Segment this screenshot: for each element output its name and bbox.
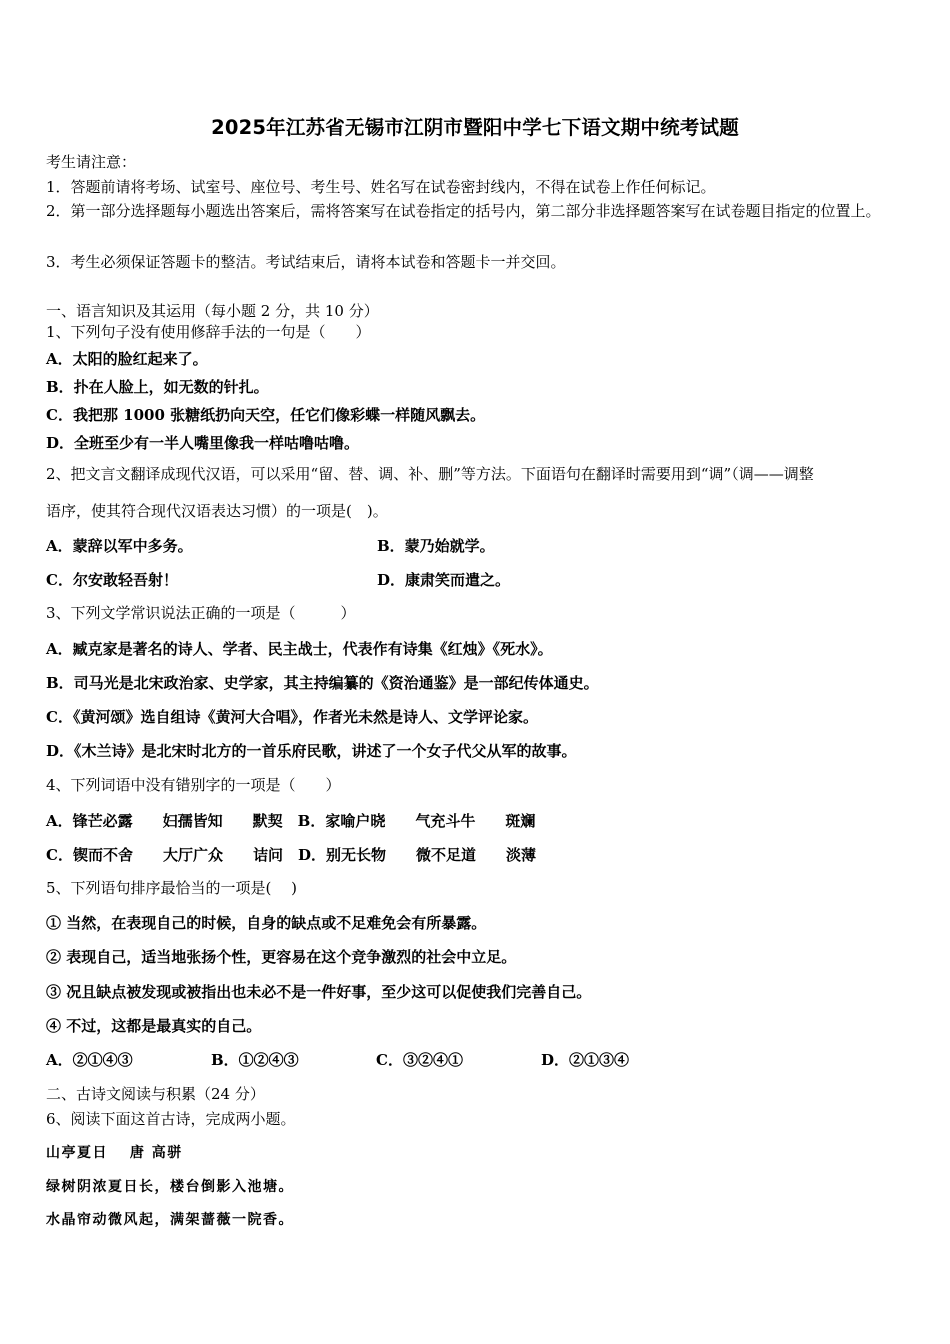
q2-option-b: B．蒙乃始就学。 — [377, 537, 495, 555]
q5-option-c: C．③②④① — [376, 1051, 463, 1069]
section2-heading: 二、古诗文阅读与积累（24 分） — [46, 1085, 265, 1103]
q4-options-row2: C．锲而不舍 大厅广众 诘问 D．别无长物 微不足道 淡薄 — [46, 846, 536, 864]
notice-heading: 考生请注意： — [46, 153, 137, 171]
q5-sentence-4: ④ 不过，这都是最真实的自己。 — [46, 1017, 262, 1035]
q1-stem: 1、下列句子没有使用修辞手法的一句是（ ） — [46, 323, 371, 341]
q3-option-a: A．臧克家是著名的诗人、学者、民主战士，代表作有诗集《红烛》《死水》。 — [46, 640, 553, 658]
notice-item-3: 3．考生必须保证答题卡的整洁。考试结束后，请将本试卷和答题卡一并交回。 — [46, 253, 566, 271]
q1-option-d: D．全班至少有一半人嘴里像我一样咕噜咕噜。 — [46, 434, 360, 452]
q1-option-c: C．我把那 1000 张糖纸扔向天空，任它们像彩蝶一样随风飘去。 — [46, 406, 486, 424]
poem-line-1: 绿树阴浓夏日长，楼台倒影入池塘。 — [46, 1179, 294, 1195]
q2-option-c: C．尔安敢轻吾射！ — [46, 571, 178, 589]
q2-option-a: A．蒙辞以军中多务。 — [46, 537, 193, 555]
q4-options-row1: A．锋芒必露 妇孺皆知 默契 B．家喻户晓 气充斗牛 斑斓 — [46, 812, 536, 830]
q2-stem-line1: 2、把文言文翻译成现代汉语，可以采用“留、替、调、补、删”等方法。下面语句在翻译时需要用到“调”（调——调整 — [46, 465, 814, 483]
poem-line-2: 水晶帘动微风起，满架蔷薇一院香。 — [46, 1212, 294, 1228]
q6-stem: 6、阅读下面这首古诗，完成两小题。 — [46, 1110, 296, 1128]
q5-option-d: D．②①③④ — [541, 1051, 630, 1069]
q5-sentence-3: ③ 况且缺点被发现或被指出也未必不是一件好事，至少这可以促使我们完善自己。 — [46, 983, 592, 1001]
q4-stem: 4、下列词语中没有错别字的一项是（ ） — [46, 776, 341, 794]
q1-option-b: B．扑在人脸上，如无数的针扎。 — [46, 378, 269, 396]
exam-title: 2025年江苏省无锡市江阴市暨阳中学七下语文期中统考试题 — [211, 116, 739, 139]
q1-option-a: A．太阳的脸红起来了。 — [46, 350, 208, 368]
notice-item-1: 1．答题前请将考场、试室号、座位号、考生号、姓名写在试卷密封线内，不得在试卷上作任何标记。 — [46, 178, 716, 196]
q5-option-a: A．②①④③ — [46, 1051, 133, 1069]
section1-heading: 一、语言知识及其运用（每小题 2 分，共 10 分） — [46, 302, 379, 320]
q5-stem: 5、下列语句排序最恰当的一项是( ) — [46, 879, 298, 897]
q2-option-d: D．康肃笑而遣之。 — [377, 571, 511, 589]
q5-sentence-1: ① 当然，在表现自己的时候，自身的缺点或不足难免会有所暴露。 — [46, 914, 487, 932]
q3-option-b: B．司马光是北宋政治家、史学家，其主持编纂的《资治通鉴》是一部纪传体通史。 — [46, 674, 599, 692]
q3-option-d: D．《木兰诗》是北宋时北方的一首乐府民歌，讲述了一个女子代父从军的故事。 — [46, 742, 577, 760]
q5-sentence-2: ② 表现自己，适当地张扬个性，更容易在这个竞争激烈的社会中立足。 — [46, 948, 517, 966]
q2-stem-line2: 语序，使其符合现代汉语表达习惯）的一项是( )。 — [46, 502, 388, 520]
q3-option-c: C．《黄河颂》选自组诗《黄河大合唱》，作者光未然是诗人、文学评论家。 — [46, 708, 538, 726]
poem-title: 山亭夏日 唐 高骈 — [46, 1145, 183, 1161]
q3-stem: 3、下列文学常识说法正确的一项是（ ） — [46, 604, 356, 622]
q5-option-b: B．①②④③ — [211, 1051, 299, 1069]
notice-item-2: 2．第一部分选择题每小题选出答案后，需将答案写在试卷指定的括号内，第二部分非选择题答案写在试卷题目指定的位置上。 — [46, 202, 881, 220]
